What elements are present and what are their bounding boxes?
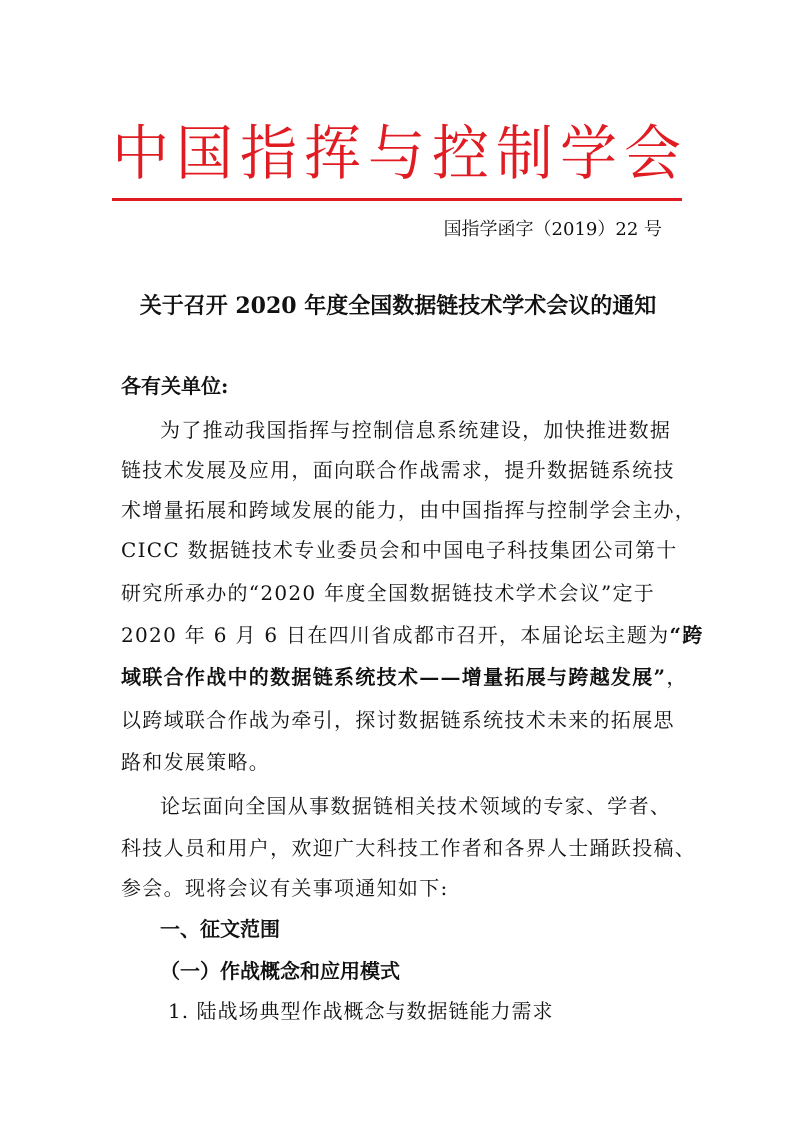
paragraph-1-line bbox=[121, 662, 688, 692]
paragraph-1-theme-text: “跨 bbox=[669, 623, 704, 647]
notice-title: 关于召开 2020 年度全国数据链技术学术会议的通知 bbox=[139, 293, 657, 319]
paragraph-1-line: 以跨域联合作战为牵引，探讨数据链系统技术未来的拓展思 bbox=[121, 708, 675, 732]
subsection-heading: （一）作战概念和应用模式 bbox=[160, 959, 400, 983]
header-red-rule bbox=[112, 198, 682, 201]
paragraph-1-text: 2020 年 6 月 6 日在四川省成都市召开，本届论坛主题为 bbox=[121, 623, 670, 647]
paragraph-1-text: ， bbox=[666, 665, 688, 689]
section-heading: 一、征文范围 bbox=[160, 917, 280, 941]
list-item: 1. 陆战场典型作战概念与数据链能力需求 bbox=[168, 999, 554, 1023]
paragraph-1-line: 链技术发展及应用，面向联合作战需求，提升数据链系统技 bbox=[121, 458, 675, 482]
paragraph-1-line: 研究所承办的“2020 年度全国数据链技术学术会议”定于 bbox=[121, 581, 656, 605]
paragraph-1-line: 为了推动我国指挥与控制信息系统建设，加快推进数据 bbox=[160, 418, 672, 442]
organization-header: 中国指挥与控制学会 bbox=[112, 119, 688, 189]
paragraph-2-line: 论坛面向全国从事数据链相关技术领域的专家、学者、 bbox=[160, 794, 672, 818]
paragraph-2-line: 参会。现将会议有关事项通知如下: bbox=[121, 876, 449, 900]
document-number: 国指学函字（2019）22 号 bbox=[443, 219, 662, 240]
paragraph-1-line: 路和发展策略。 bbox=[121, 750, 271, 774]
paragraph-1-theme-text: 域联合作战中的数据链系统技术——增量拓展与跨越发展” bbox=[121, 665, 667, 689]
salutation: 各有关单位: bbox=[121, 374, 229, 398]
paragraph-1-line bbox=[121, 620, 704, 650]
paragraph-1-line: CICC 数据链技术专业委员会和中国电子科技集团公司第十 bbox=[121, 538, 678, 562]
paragraph-2-line: 科技人员和用户，欢迎广大科技工作者和各界人士踊跃投稿、 bbox=[121, 836, 697, 860]
paragraph-1-line: 术增量拓展和跨域发展的能力，由中国指挥与控制学会主办， bbox=[121, 498, 697, 522]
